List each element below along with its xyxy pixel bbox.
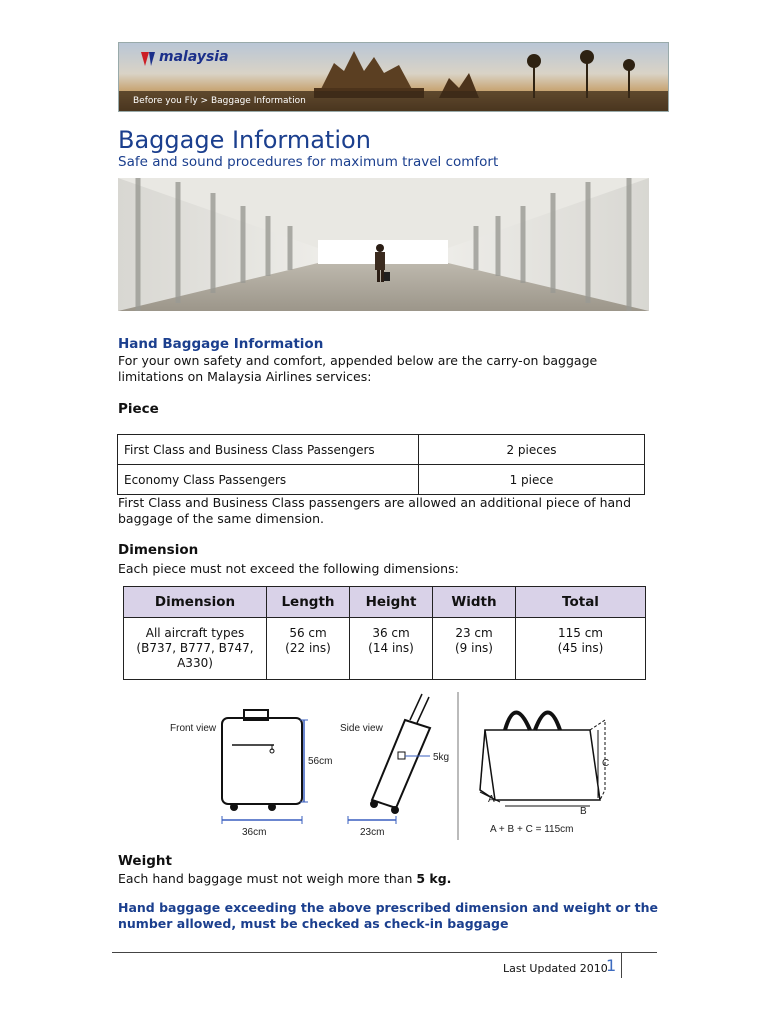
aircraft-types-line: All aircraft types — [145, 626, 245, 640]
height-in: (14 ins) — [368, 641, 414, 655]
weight-text-normal: Each hand baggage must not weigh more than — [118, 871, 417, 886]
piece-heading: Piece — [118, 401, 159, 417]
warning-line: number allowed, must be checked as check-in baggage — [118, 916, 509, 931]
table-cell: 1 piece — [419, 465, 645, 495]
width-in: (9 ins) — [454, 641, 493, 655]
column-header: Total — [516, 587, 646, 618]
dimension-intro: Each piece must not exceed the following dimensions: — [118, 561, 459, 576]
page-number: 1 — [606, 956, 617, 975]
weight-limit: 5 kg. — [416, 871, 452, 886]
column-header: Height — [350, 587, 433, 618]
dimension-table — [123, 586, 646, 680]
aircraft-types-line: A330) — [177, 656, 213, 670]
warning-text — [118, 900, 658, 932]
front-view-label: Front view — [170, 723, 217, 734]
bag-a-label: A — [488, 794, 495, 805]
side-view-label: Side view — [340, 723, 383, 734]
side-view-suitcase-icon — [340, 694, 449, 838]
length-in: (22 ins) — [285, 641, 331, 655]
warning-line: Hand baggage exceeding the above prescribed dimension and weight or the — [118, 900, 658, 915]
side-width-label: 23cm — [360, 827, 385, 838]
footer-divider — [112, 952, 657, 953]
malaysia-airlines-logo-icon — [141, 52, 155, 66]
width-cm: 23 cm — [455, 626, 493, 640]
column-header: Dimension — [124, 587, 267, 618]
weight-heading: Weight — [118, 853, 172, 869]
height-cm: 36 cm — [372, 626, 410, 640]
front-width-label: 36cm — [242, 827, 267, 838]
column-header: Width — [433, 587, 516, 618]
table-row — [118, 435, 645, 465]
front-height-label: 56cm — [308, 756, 333, 767]
piece-note: First Class and Business Class passengers are allowed an additional piece of hand baggage of the same dimension. — [118, 495, 632, 526]
table-cell — [433, 618, 516, 680]
bag-c-label: C — [602, 758, 610, 769]
table-cell: 2 pieces — [419, 435, 645, 465]
header-banner — [118, 42, 669, 112]
piece-table — [117, 434, 645, 495]
aircraft-types-line: (B737, B777, B747, — [136, 641, 254, 655]
length-cm: 56 cm — [289, 626, 327, 640]
column-header: Length — [267, 587, 350, 618]
last-updated: Last Updated 2010 — [503, 962, 608, 975]
total-in: (45 ins) — [557, 641, 604, 655]
table-cell — [516, 618, 646, 680]
table-cell: First Class and Business Class Passengers — [118, 435, 419, 465]
hand-baggage-heading: Hand Baggage Information — [118, 336, 324, 352]
airline-logo-text: malaysia — [159, 49, 229, 65]
table-cell — [124, 618, 267, 680]
weight-text — [118, 871, 451, 887]
baggage-diagram — [160, 690, 620, 840]
bag-b-label: B — [580, 806, 587, 817]
table-cell — [267, 618, 350, 680]
duffel-bag-icon — [480, 713, 609, 836]
total-cm: 115 cm — [557, 626, 603, 640]
corridor-image — [118, 178, 649, 311]
table-cell — [350, 618, 433, 680]
bag-formula: A + B + C = 115cm — [490, 824, 574, 835]
page-subtitle: Safe and sound procedures for maximum travel comfort — [118, 154, 499, 170]
hand-baggage-intro: For your own safety and comfort, appended below are the carry-on baggage limitations on Malaysia Airlines services: — [118, 353, 598, 384]
table-cell: Economy Class Passengers — [118, 465, 419, 495]
front-view-suitcase-icon — [170, 710, 332, 838]
side-weight-label: 5kg — [433, 752, 450, 763]
breadcrumb: Before you Fly > Baggage Information — [133, 96, 306, 106]
table-row — [124, 618, 646, 680]
dimension-heading: Dimension — [118, 542, 199, 558]
page-title: Baggage Information — [118, 126, 371, 154]
table-header-row — [124, 587, 646, 618]
table-row — [118, 465, 645, 495]
footer-vertical-divider — [621, 952, 622, 978]
